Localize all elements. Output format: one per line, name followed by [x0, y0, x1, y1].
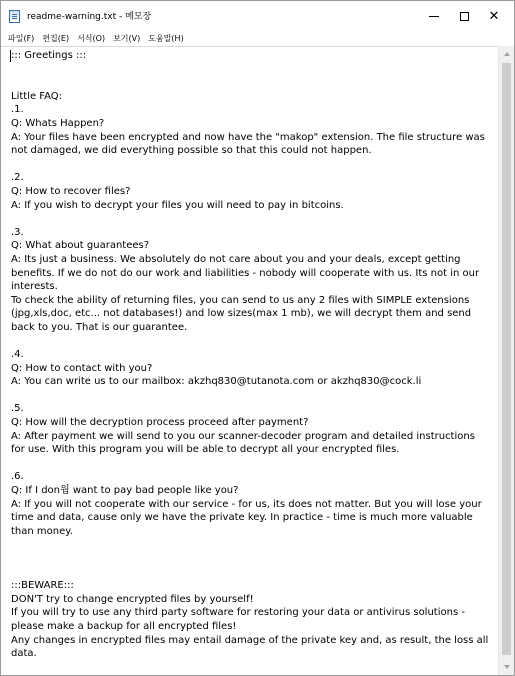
maximize-button[interactable]	[449, 1, 479, 31]
menu-edit[interactable]: 편집(E)	[42, 34, 70, 43]
text-caret	[10, 50, 11, 62]
menu-help[interactable]: 도움말(H)	[148, 34, 184, 43]
menu-bar	[1, 31, 514, 46]
window-title: readme-warning.txt - 메모장	[27, 12, 152, 22]
maximize-icon	[460, 12, 469, 21]
close-icon: ✕	[488, 8, 500, 24]
scroll-down-button[interactable]	[499, 659, 514, 675]
menu-format[interactable]: 서식(O)	[77, 34, 106, 43]
scroll-up-button[interactable]	[499, 46, 514, 62]
menu-view[interactable]: 보기(V)	[113, 34, 141, 43]
minimize-button[interactable]	[419, 1, 449, 31]
scroll-thumb[interactable]	[502, 63, 511, 655]
arrow-up-icon	[504, 52, 510, 56]
arrow-down-icon	[504, 665, 510, 669]
document-text[interactable]: ::: Greetings ::: Little FAQ: .1. Q: Whats Happen? A: Your files have been encrypted and now have the "makop" extension. The file structure was not damaged, we did everything possible so that this could not happen. .2. Q: How to recover files? A: If you wish to decrypt your files you will need to pay in bitcoins. .3. Q: What about guarantees? A: Its just a business. We absolutely do not care about you and your deals, except getting benefits. If we do not do our work and liabilities - nobody will cooperate with us. Its not in our interests. To check the ability of returning files, you can send to us any 2 files with SIMPLE extensions (jpg,xls,doc, etc... not databases!) and low sizes(max 1 mb), we will decrypt them and send back to you. That is our guarantee. .4. Q: How to contact with you? A: You can write us to our mailbox: akzhq830@tutanota.com or akzhq830@cock.li .5. Q: How will the decryption process proceed after payment? A: After payment we will send to you our scanner-decoder program and detailed instructions for use. With this program you will be able to decrypt all your encrypted files. .6. Q: If I don웜 want to pay bad people like you? A: If you will not cooperate with our service - for us, its does not matter. But you will lose your time and data, cause only we have the private key. In practice - time is much more valuable than money. :::BEWARE::: DON'T try to change encrypted files by yourself! If you will try to use any third party software for restoring your data or antivirus solutions - please make a backup for all encrypted files! Any changes in encrypted files may entail damage of the private key and, as result, the loss all data.	[11, 50, 489, 660]
notepad-app-icon	[9, 10, 20, 23]
text-editor-area[interactable]	[1, 46, 498, 675]
minimize-icon	[429, 16, 439, 17]
menu-file[interactable]: 파일(F)	[8, 34, 35, 43]
vertical-scrollbar[interactable]	[498, 46, 514, 675]
title-bar[interactable]	[1, 1, 514, 31]
close-button[interactable]	[479, 1, 509, 31]
